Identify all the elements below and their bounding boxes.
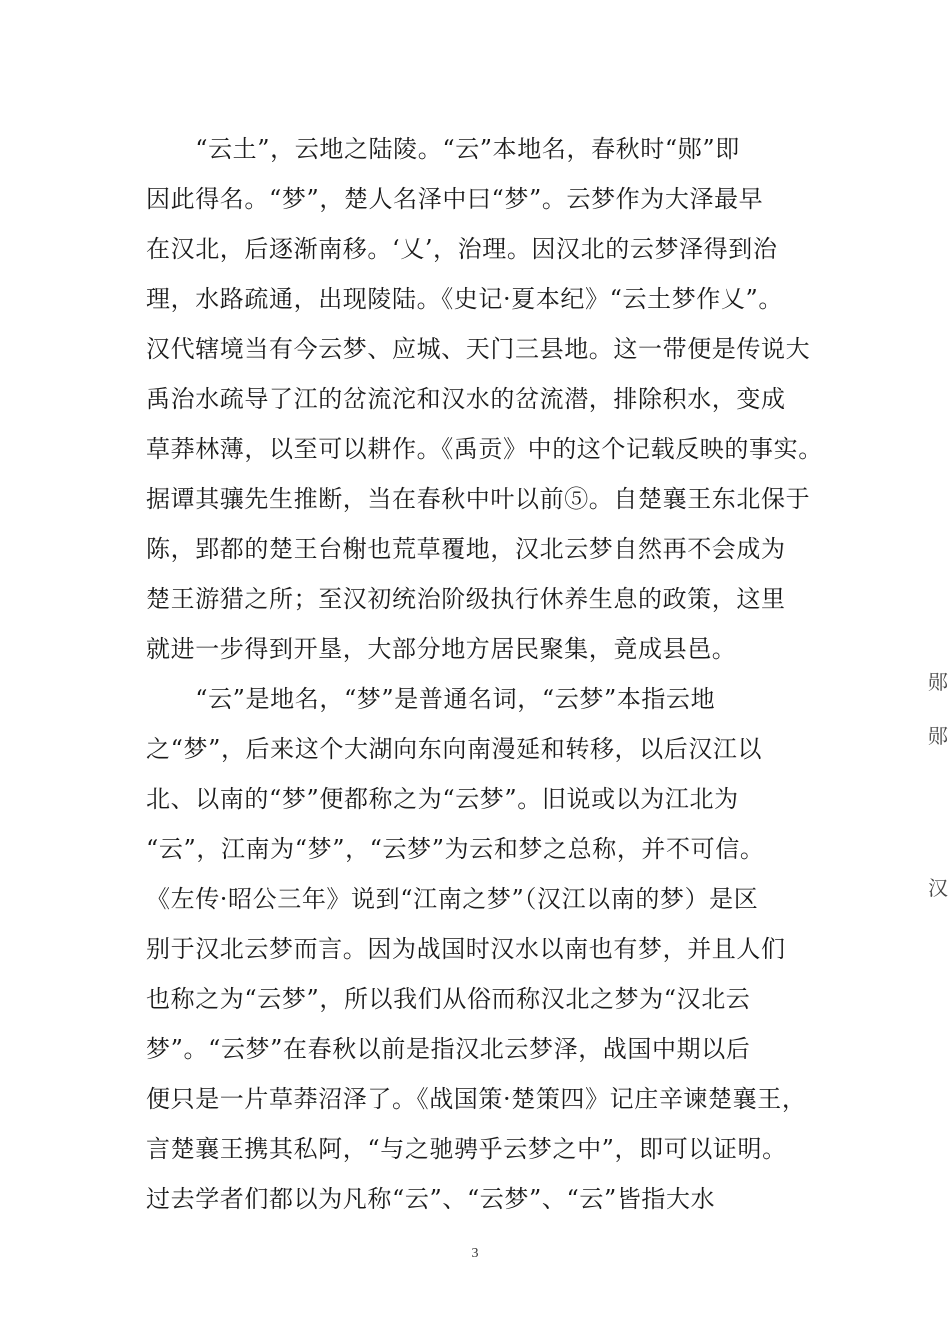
text-line: 就进一步得到开垦，大部分地方居民聚集，竟成县邑。 — [146, 635, 737, 663]
text-line: 言楚襄王携其私阿，“与之驰骋乎云梦之中”，即可以证明。 — [146, 1135, 787, 1163]
text-line: 理，水路疏通，出现陵陆。《史记·夏本纪》“云土梦作乂”。 — [146, 285, 783, 313]
text-line: 之“梦”，后来这个大湖向东向南漫延和转移，以后汉江以 — [146, 735, 763, 763]
text-line: 便只是一片草莽沼泽了。《战国策·楚策四》记庄辛谏楚襄王， — [146, 1085, 807, 1113]
text-line: 禹治水疏导了江的岔流沱和汉水的岔流潜，排除积水，变成 — [146, 385, 786, 413]
text-line: 在汉北，后逐渐南移。‘乂’，治理。因汉北的云梦泽得到治 — [146, 235, 778, 263]
text-line: 陈，郢都的楚王台榭也荒草覆地，汉北云梦自然再不会成为 — [146, 535, 786, 563]
page-number: 3 — [471, 1246, 479, 1261]
text-line: 过去学者们都以为凡称“云”、“云梦”、“云”皆指大水 — [146, 1185, 716, 1213]
text-line: 北、以南的“梦”便都称之为“云梦”。旧说或以为江北为 — [146, 785, 739, 813]
text-line: “云”，江南为“梦”，“云梦”为云和梦之总称，并不可信。 — [146, 835, 765, 863]
text-line: 《左传·昭公三年》说到“江南之梦”（汉江以南的梦）是区 — [146, 885, 759, 913]
text-line: 因此得名。“梦”，楚人名泽中曰“梦”。云梦作为大泽最早 — [146, 185, 764, 213]
text-line: “云”是地名，“梦”是普通名词，“云梦”本指云地 — [146, 685, 716, 713]
text-line: 草莽林薄，以至可以耕作。《禹贡》中的这个记载反映的事实。 — [146, 435, 823, 463]
text-line: 汉代辖境当有今云梦、应城、天门三县地。这一带便是传说大 — [146, 335, 811, 363]
text-line: 也称之为“云梦”，所以我们从俗而称汉北之梦为“汉北云 — [146, 985, 751, 1013]
text-line: 据谭其骧先生推断，当在春秋中叶以前⑤。自楚襄王东北保于 — [146, 485, 811, 513]
text-line: 梦”。“云梦”在春秋以前是指汉北云梦泽，战国中期以后 — [146, 1035, 751, 1063]
text-line: “云土”，云地之陆陵。“云”本地名，春秋时“郧”即 — [146, 135, 740, 163]
margin-note: 郧 — [928, 724, 948, 748]
text-line: 别于汉北云梦而言。因为战国时汉水以南也有梦，并且人们 — [146, 935, 786, 963]
margin-note: 汉 — [928, 876, 948, 900]
text-line: 楚王游猎之所；至汉初统治阶级执行休养生息的政策，这里 — [146, 585, 786, 613]
margin-note: 郧 — [928, 670, 948, 694]
